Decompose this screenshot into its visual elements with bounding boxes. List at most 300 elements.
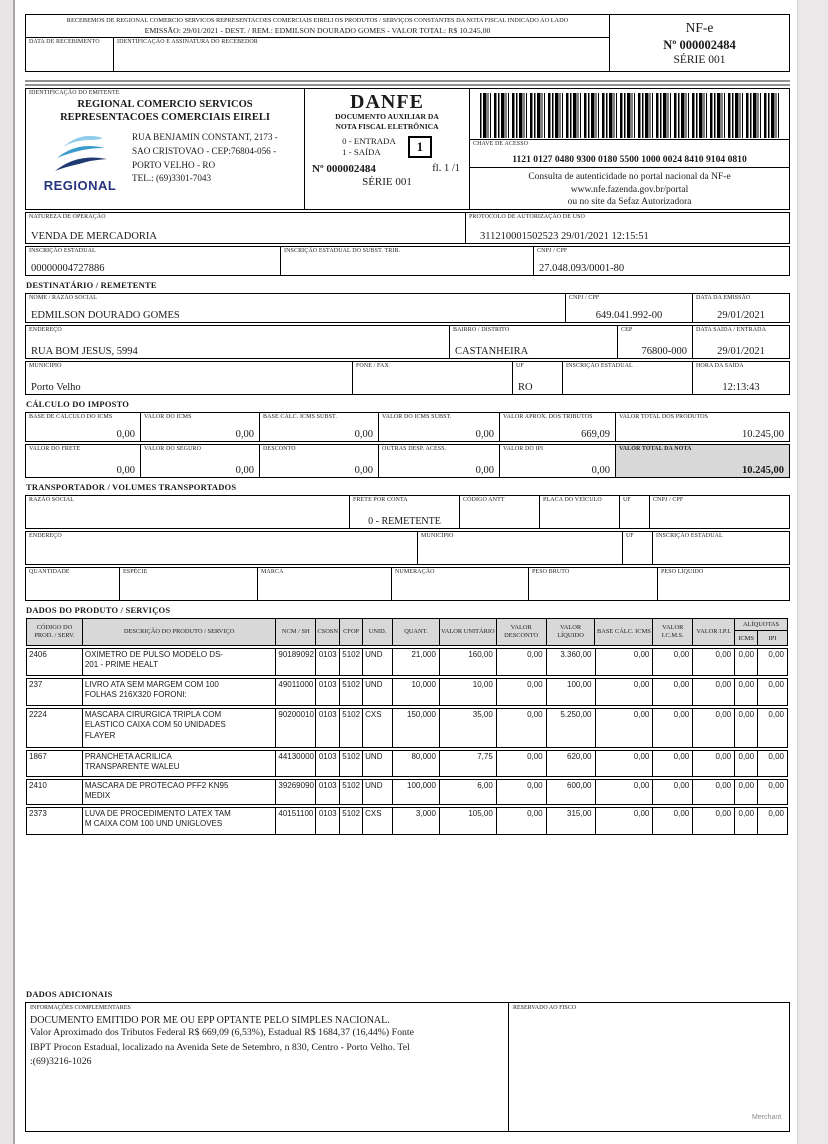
field-label: FRETE POR CONTA [353, 497, 408, 503]
barcode-area [470, 89, 789, 139]
cell-desc: LIVRO ATA SEM MARGEM COM 100 FOLHAS 216X320 FORONI: [83, 679, 277, 705]
receipt-line2: EMISSÃO: 29/01/2021 - DEST. / REM.: EDMILSON DOURADO GOMES - VALOR TOTAL: R$ 10.245,00 [144, 26, 491, 35]
cell-icms: 0,00 [653, 709, 693, 747]
field-natureza-operacao [26, 213, 466, 243]
cell-cfop: 5102 [340, 709, 363, 747]
field-label: PLACA DO VEÍCULO [543, 497, 602, 503]
field-placa-veiculo [540, 496, 620, 528]
field-value: 0,00 [354, 465, 373, 476]
danfe-number-row [305, 163, 469, 175]
field-cep [618, 326, 693, 358]
field-hora-saida [693, 362, 789, 394]
field-label: OUTRAS DESP. ACESS. [382, 446, 447, 452]
additional-data-row [25, 1002, 790, 1132]
field-municipio-transportador [418, 532, 623, 564]
cell-qty: 10,000 [393, 679, 440, 705]
merchant-watermark: Merchant [752, 1114, 782, 1121]
field-label: VALOR DO IPI [503, 446, 544, 452]
field-label: NATUREZA DE OPERAÇÃO [29, 214, 106, 220]
field-fone-fax [353, 362, 513, 394]
info-line1: DOCUMENTO EMITIDO POR ME OU EPP OPTANTE PELO SIMPLES NACIONAL. [30, 1015, 390, 1026]
products-section-header: DADOS DO PRODUTO / SERVIÇOS [26, 605, 171, 615]
regional-logo [36, 131, 124, 193]
field-valor-icms [141, 413, 260, 441]
cell-ncm: 39269090 [276, 780, 316, 804]
cell-disc: 0,00 [497, 649, 547, 675]
field-label: CNPJ / CPF [537, 248, 568, 254]
cell-code: 1867 [27, 751, 83, 776]
field-quantidade [26, 568, 120, 600]
field-label: VALOR TOTAL DOS PRODUTOS [619, 414, 709, 420]
cell-icms: 0,00 [653, 780, 693, 804]
cell-cfop: 5102 [340, 751, 363, 776]
cell-disc: 0,00 [497, 751, 547, 776]
cell-qty: 21,000 [393, 649, 440, 675]
emitter-phone: TEL.: (69)3301-7043 [132, 173, 212, 184]
cell-ipi: 0,00 [693, 649, 735, 675]
cell-csosn: 0103 [316, 709, 340, 747]
scan-left-margin [0, 0, 15, 1144]
field-value: 0 - REMETENTE [368, 516, 441, 527]
blank-area [25, 835, 790, 985]
col-ncm: NCM / SH [276, 619, 316, 645]
cell-un: UND [363, 649, 393, 675]
field-base-icms-subst [260, 413, 379, 441]
authenticity-line2: www.nfe.fazenda.gov.br/portal [570, 184, 689, 195]
col-valor-unitario: VALOR UNITÁRIO [440, 619, 497, 645]
cell-aliq-ipi: 0,00 [768, 781, 784, 790]
field-value: 10.245,00 [742, 465, 784, 476]
field-value: 29/01/2021 [717, 310, 765, 321]
recipient-row-1 [25, 293, 790, 323]
authenticity-line1: Consulta de autenticidade no portal nacional da NF-e [528, 172, 731, 183]
emitter-box-label: IDENTIFICAÇÃO DO EMITENTE [29, 90, 120, 96]
field-value: VENDA DE MERCADORIA [31, 231, 157, 242]
transporter-row-3 [25, 567, 790, 601]
cell-base: 0,00 [596, 808, 654, 834]
field-data-recebimento [26, 38, 114, 71]
field-label: MARCA [261, 569, 284, 575]
cell-unit: 6,00 [440, 780, 497, 804]
field-label: VALOR TOTAL DA NOTA [619, 446, 692, 452]
nfe-series: SÉRIE 001 [673, 54, 726, 67]
field-label: VALOR DO ICMS [144, 414, 192, 420]
receipt-line1: RECEBEMOS DE REGIONAL COMERCIO SERVICOS REPRESENTACOES COMERCIAIS EIRELI OS PRODUTOS / SERVIÇOS CONSTANTES DA NOTA FISCAL INDICADO AO LADO [66, 17, 569, 24]
cell-unit: 35,00 [440, 709, 497, 747]
field-label: CNPJ / CPF [653, 497, 684, 503]
emitter-name [26, 98, 304, 124]
document-content [25, 0, 790, 1132]
emitter-address [132, 131, 296, 186]
danfe-box [305, 88, 470, 210]
cell-aliq-ipi: 0,00 [768, 680, 784, 689]
transporter-row-2 [25, 531, 790, 565]
field-label: ENDEREÇO [29, 327, 62, 333]
cell-unit: 10,00 [440, 679, 497, 705]
cell-aliq-icms: 0,00 [735, 649, 758, 675]
field-label: CNPJ / CPF [569, 295, 600, 301]
emitter-name-line2: REPRESENTACOES COMERCIAIS EIRELI [60, 112, 270, 124]
field-value: 669,09 [581, 429, 610, 440]
cell-code: 237 [27, 679, 83, 705]
receipt-stub [25, 14, 790, 72]
col-aliq-ipi: IPI [768, 634, 777, 642]
field-especie [120, 568, 258, 600]
field-valor-tributos [500, 413, 616, 441]
cell-qty: 80,000 [393, 751, 440, 776]
cell-ncm: 90189092 [276, 649, 316, 675]
field-total-produtos [616, 413, 789, 441]
col-unid: UNID. [363, 619, 393, 645]
cell-code: 2410 [27, 780, 83, 804]
field-value: 0,00 [116, 429, 135, 440]
cell-base: 0,00 [596, 679, 654, 705]
field-value: 0,00 [235, 465, 254, 476]
field-label: NUMERAÇÃO [395, 569, 435, 575]
danfe-number: Nº 000002484 [312, 162, 376, 175]
field-label: RAZÃO SOCIAL [29, 497, 75, 503]
cell-unit: 160,00 [440, 649, 497, 675]
field-label: BASE CÁLC. ICMS SUBST. [263, 414, 337, 420]
field-municipio [26, 362, 353, 394]
col-codigo: CÓDIGO DO PROD. / SERV. [27, 619, 83, 645]
field-endereco [26, 326, 450, 358]
cell-csosn: 0103 [316, 751, 340, 776]
cell-aliq-icms: 0,00 [735, 780, 758, 804]
field-inscricao-estadual [26, 247, 281, 275]
field-value: 10.245,00 [742, 429, 784, 440]
col-aliquotas-sub [735, 631, 787, 645]
field-label: DATA DE RECEBIMENTO [29, 39, 100, 45]
field-cnpj-transportador [650, 496, 789, 528]
product-row [26, 678, 788, 706]
cell-liq: 3.360,00 [547, 649, 596, 675]
cell-disc: 0,00 [497, 679, 547, 705]
field-label: VALOR APROX. DOS TRIBUTOS [503, 414, 593, 420]
cell-desc: LUVA DE PROCEDIMENTO LATEX TAM M CAIXA COM 100 UND UNIGLOVES [83, 808, 277, 834]
field-label: MUNICÍPIO [421, 533, 454, 539]
emitter-box [25, 88, 305, 210]
cell-ncm: 44130000 [276, 751, 316, 776]
authenticity-note [470, 167, 789, 209]
cell-icms: 0,00 [653, 751, 693, 776]
cell-ipi: 0,00 [693, 679, 735, 705]
regional-logo-text: REGIONAL [43, 178, 117, 193]
col-cfop: CFOP [340, 619, 363, 645]
receipt-stub-left [25, 14, 610, 72]
col-valor-liquido: VALOR LÍQUIDO [547, 619, 596, 645]
field-value: Porto Velho [31, 382, 81, 393]
field-label: INSCRIÇÃO ESTADUAL [656, 533, 723, 539]
product-row [26, 779, 788, 805]
field-label: VALOR DO FRETE [29, 446, 81, 452]
field-value: 0,00 [116, 465, 135, 476]
field-label: UF [626, 533, 634, 539]
access-key-value: 1121 0127 0480 9300 0180 5500 1000 0024 8410 9104 0810 [512, 154, 747, 166]
field-label: UF [516, 363, 524, 369]
tax-row-1 [25, 412, 790, 442]
field-peso-liquido [658, 568, 789, 600]
cell-ipi: 0,00 [693, 709, 735, 747]
field-label: VALOR DO SEGURO [144, 446, 202, 452]
cell-ncm: 49011000 [276, 679, 316, 705]
field-label: ESPÉCIE [123, 569, 148, 575]
cell-desc: MASCARA CIRURGICA TRIPLA COM ELASTICO CAIXA COM 50 UNIDADES FLAYER [83, 709, 277, 747]
field-bairro [450, 326, 618, 358]
col-descricao: DESCRIÇÃO DO PRODUTO / SERVIÇO [83, 619, 276, 645]
cell-qty: 150,000 [393, 709, 440, 747]
tax-row-2 [25, 444, 790, 478]
access-key-label: CHAVE DE ACESSO [473, 141, 529, 147]
field-uf-transportador [620, 496, 650, 528]
cell-unit: 7,75 [440, 751, 497, 776]
field-label: BAIRRO / DISTRITO [453, 327, 510, 333]
operation-row [25, 212, 790, 244]
cell-desc: OXIMETRO DE PULSO MODELO DS-201 - PRIME HEALT [83, 649, 277, 675]
field-value: 27.048.093/0001-80 [539, 263, 625, 274]
cell-ncm: 90200010 [276, 709, 316, 747]
field-label: INSCRIÇÃO ESTADUAL [29, 248, 96, 254]
field-nome-razao [26, 294, 566, 322]
field-label: PESO BRUTO [532, 569, 570, 575]
complementary-info-box [26, 1003, 509, 1131]
recipient-section-header: DESTINATÁRIO / REMETENTE [26, 280, 157, 290]
cell-cfop: 5102 [340, 649, 363, 675]
transporter-row-1 [25, 495, 790, 529]
recipient-row-3 [25, 361, 790, 395]
field-value: CASTANHEIRA [455, 346, 529, 357]
identification-row [25, 88, 790, 210]
field-label: VALOR DO ICMS SUBST. [382, 414, 452, 420]
field-data-emissao [693, 294, 789, 322]
field-value: 0,00 [475, 429, 494, 440]
cell-liq: 620,00 [547, 751, 596, 776]
field-label: CEP [621, 327, 633, 333]
cell-disc: 0,00 [497, 808, 547, 834]
field-uf [513, 362, 563, 394]
col-valor-icms: VALOR I.C.M.S. [653, 619, 693, 645]
field-peso-bruto [529, 568, 658, 600]
field-label: PROTOCOLO DE AUTORIZAÇÃO DE USO [469, 214, 585, 220]
additional-data-header: DADOS ADICIONAIS [26, 989, 113, 999]
cell-desc: PRANCHETA ACRILICA TRANSPARENTE WALEU [83, 751, 277, 776]
product-row [26, 807, 788, 835]
complementary-info-label: INFORMAÇÕES COMPLEMENTARES [30, 1005, 131, 1011]
info-line3: IBPT Procon Estadual, localizado na Avenida Sete de Setembro, n 830, Centro - Porto Velho. Tel [30, 1041, 410, 1053]
authenticity-line3: ou no site da Sefaz Autorizadora [567, 197, 692, 208]
col-csosn: CSOSN [316, 619, 340, 645]
cell-icms: 0,00 [653, 649, 693, 675]
cell-aliq-ipi: 0,00 [768, 650, 784, 659]
col-quant: QUANT. [393, 619, 440, 645]
cell-un: UND [363, 780, 393, 804]
field-data-saida [693, 326, 789, 358]
cell-csosn: 0103 [316, 649, 340, 675]
cell-ipi: 0,00 [693, 751, 735, 776]
field-inscricao-subst [281, 247, 534, 275]
field-outras-despesas [379, 445, 500, 477]
cell-code: 2406 [27, 649, 83, 675]
field-label: NOME / RAZÃO SOCIAL [29, 295, 98, 301]
field-identificacao-recebedor [114, 38, 609, 71]
field-value: EDMILSON DOURADO GOMES [31, 310, 180, 321]
cell-ipi: 0,00 [693, 808, 735, 834]
cell-cfop: 5102 [340, 679, 363, 705]
field-value: 12:13:43 [722, 382, 760, 393]
col-base-icms: BASE CÁLC. ICMS [595, 619, 653, 645]
danfe-subtitle-line2: NOTA FISCAL ELETRÔNICA [335, 121, 439, 131]
field-value: 00000004727886 [31, 263, 105, 274]
cell-base: 0,00 [596, 780, 654, 804]
emitter-address-text: RUA BENJAMIN CONSTANT, 2173 - SAO CRISTOVAO - CEP:76804-056 - PORTO VELHO - RO [132, 132, 278, 170]
field-label: CÓDIGO ANTT [463, 497, 505, 503]
field-label: DATA DA EMISSÃO [696, 295, 751, 301]
field-endereco-transportador [26, 532, 418, 564]
col-aliquotas-group [735, 619, 787, 645]
col-aliquotas: ALÍQUOTAS [735, 619, 787, 631]
cell-aliq-icms: 0,00 [735, 709, 758, 747]
field-marca [258, 568, 392, 600]
cell-base: 0,00 [596, 709, 654, 747]
field-codigo-antt [460, 496, 540, 528]
field-valor-total-nota [616, 445, 789, 477]
products-table [26, 618, 788, 835]
danfe-title: DANFE [350, 91, 424, 113]
field-value: RO [518, 382, 533, 393]
cell-aliq-ipi: 0,00 [768, 809, 784, 818]
danfe-sheet: fl. 1 /1 [432, 162, 460, 174]
field-label: INSCRIÇÃO ESTADUAL [566, 363, 633, 369]
reserved-fisco-label: RESERVADO AO FISCO [513, 1005, 577, 1011]
field-label: UF [623, 497, 631, 503]
cell-liq: 100,00 [547, 679, 596, 705]
registration-row [25, 246, 790, 276]
field-label: PESO LÍQUIDO [661, 569, 704, 575]
cell-un: CXS [363, 808, 393, 834]
field-value: 0,00 [235, 429, 254, 440]
field-label: QUANTIDADE [29, 569, 70, 575]
product-row [26, 750, 788, 777]
cell-base: 0,00 [596, 649, 654, 675]
cell-icms: 0,00 [653, 679, 693, 705]
cell-csosn: 0103 [316, 780, 340, 804]
field-valor-ipi [500, 445, 616, 477]
field-value: 649.041.992-00 [595, 310, 663, 321]
cell-liq: 600,00 [547, 780, 596, 804]
field-value: 0,00 [354, 429, 373, 440]
cell-base: 0,00 [596, 751, 654, 776]
access-key-field [470, 139, 789, 167]
scan-right-margin [797, 0, 828, 1144]
field-label: DATA SAÍDA / ENTRADA [696, 327, 767, 333]
col-valor-desconto: VALOR DESCONTO [497, 619, 547, 645]
cell-aliq-ipi: 0,00 [768, 710, 784, 719]
field-label: BASE DE CÁLCULO DO ICMS [29, 414, 113, 420]
field-ie-transportador [653, 532, 789, 564]
field-label: ENDEREÇO [29, 533, 62, 539]
nfe-number: Nº 000002484 [663, 37, 736, 52]
cell-ncm: 40151100 [276, 808, 316, 834]
cell-liq: 5.250,00 [547, 709, 596, 747]
recipient-row-2 [25, 325, 790, 359]
danfe-subtitle [305, 112, 469, 132]
product-row [26, 648, 788, 676]
cell-unit: 105,00 [440, 808, 497, 834]
col-valor-ipi: VALOR I.P.I. [693, 619, 735, 645]
field-cnpj-emitente [534, 247, 789, 275]
field-protocolo [466, 213, 789, 243]
field-label: MUNICÍPIO [29, 363, 62, 369]
cell-disc: 0,00 [497, 709, 547, 747]
field-cnpj-destinatario [566, 294, 693, 322]
cell-aliq-icms: 0,00 [735, 808, 758, 834]
field-valor-frete [26, 445, 141, 477]
cell-cfop: 5102 [340, 780, 363, 804]
danfe-series: SÉRIE 001 [362, 175, 412, 188]
tax-section-header: CÁLCULO DO IMPOSTO [26, 399, 130, 409]
regional-waves-icon [49, 131, 111, 175]
cell-disc: 0,00 [497, 780, 547, 804]
product-row [26, 708, 788, 748]
field-label: DESCONTO [263, 446, 296, 452]
cell-liq: 315,00 [547, 808, 596, 834]
field-desconto [260, 445, 379, 477]
cell-aliq-ipi: 0,00 [768, 752, 784, 761]
info-line4: :(69)3216-1026 [30, 1056, 92, 1068]
info-line2: Valor Aproximado dos Tributos Federal R$ 669,09 (6,53%), Estadual R$ 1684,37 (16,44%) Fonte [30, 1027, 414, 1038]
field-label: FONE / FAX [356, 363, 389, 369]
field-inscricao-destinatario [563, 362, 693, 394]
field-base-icms [26, 413, 141, 441]
transporter-section-header: TRANSPORTADOR / VOLUMES TRANSPORTADOS [26, 482, 237, 492]
field-valor-icms-subst [379, 413, 500, 441]
cell-code: 2224 [27, 709, 83, 747]
nfe-title: NF-e [685, 19, 714, 35]
field-value: RUA BOM JESUS, 5994 [31, 346, 138, 357]
danfe-entry-exit [305, 136, 469, 158]
field-label: IDENTIFICAÇÃO E ASSINATURA DO RECEBEDOR [117, 39, 258, 45]
cell-desc: MASCARA DE PROTECAO PFF2 KN95 MEDIX [83, 780, 277, 804]
col-aliq-icms: ICMS [735, 631, 758, 645]
field-razao-social [26, 496, 350, 528]
barcode [480, 93, 779, 138]
cell-csosn: 0103 [316, 808, 340, 834]
barcode-box [470, 88, 790, 210]
danfe-entrada: 0 - ENTRADA [342, 135, 396, 146]
field-value: 0,00 [475, 465, 494, 476]
field-label: INSCRIÇÃO ESTADUAL DO SUBST. TRIB. [284, 248, 401, 254]
field-valor-seguro [141, 445, 260, 477]
receipt-fields [26, 38, 609, 71]
cell-aliq-icms: 0,00 [735, 679, 758, 705]
cell-aliq-icms: 0,00 [735, 751, 758, 776]
danfe-type-box: 1 [408, 136, 432, 158]
cell-qty: 3,000 [393, 808, 440, 834]
field-label: HORA DA SAÍDA [696, 363, 744, 369]
field-value: 29/01/2021 [717, 346, 765, 357]
field-value: 0,00 [591, 465, 610, 476]
products-table-header [26, 618, 788, 646]
field-value: 311210001502523 29/01/2021 12:15:51 [480, 231, 649, 242]
cell-cfop: 5102 [340, 808, 363, 834]
field-value: 76800-000 [641, 346, 687, 357]
cell-un: UND [363, 679, 393, 705]
cell-un: CXS [363, 709, 393, 747]
danfe-saida: 1 - SAÍDA [342, 146, 381, 157]
danfe-subtitle-line1: DOCUMENTO AUXILIAR DA [335, 112, 439, 121]
cell-icms: 0,00 [653, 808, 693, 834]
danfe-entry-exit-labels [342, 136, 396, 158]
